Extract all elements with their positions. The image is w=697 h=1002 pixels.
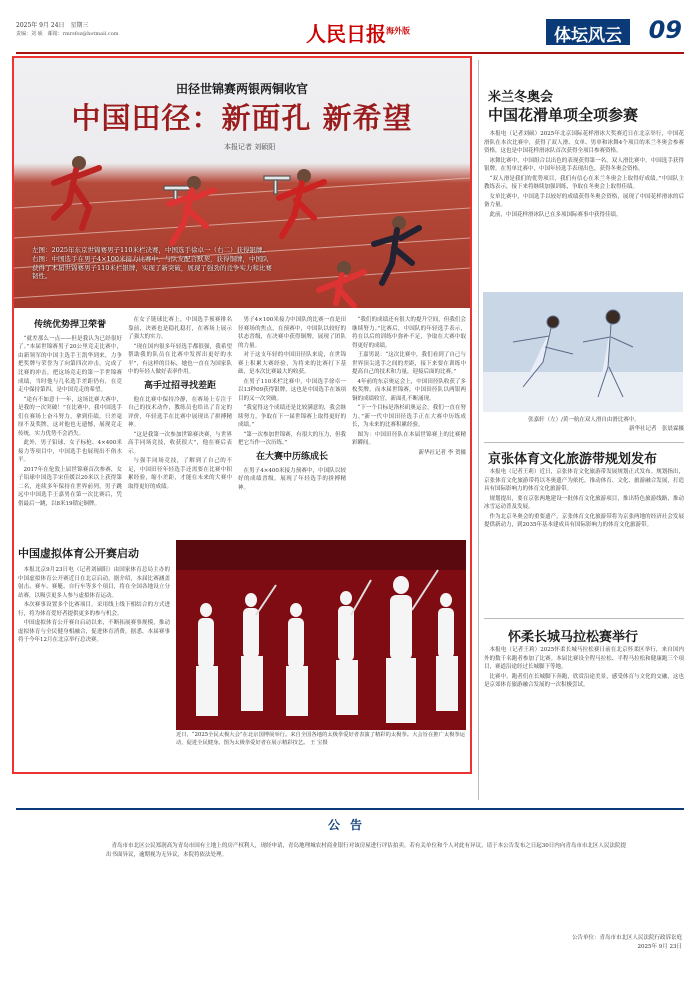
- side3-headline: 怀柔长城马拉松赛举行: [508, 630, 639, 645]
- story-column-3: [238, 316, 346, 540]
- paragraph: 本报电（记者刘硕）2025年北京国际花样滑冰大奖赛近日在北京举行，中国花滑队在本次比赛中，获得了双人滑、女单、男单和冰舞4个项目的米兰冬奥会参赛资格，这也是中国花样滑冰队首次获得全项目参赛资格。: [484, 131, 684, 155]
- paragraph: 本报北京9月23日电（记者刘硕阳）由国家体育总局主办的中国虚拟体育公开赛近日在北京启动。据介绍，本届比赛涵盖射击、赛车、赛艇、自行车等多个项目，将在全国各地设立分站赛，以吸引更多人参与虚拟体育运动。: [18, 567, 170, 599]
- story-kicker: 田径世锦赛两银两铜收官: [175, 82, 308, 96]
- story-column-1: [18, 316, 122, 540]
- side1-headline: 中国花滑单项全项参赛: [488, 106, 639, 124]
- notice-date: 2025年 9月 23日: [637, 943, 682, 950]
- paragraph: 在男子110米栏比赛中，中国选手徐卓一以13秒09获得银牌，这也是中国选手在该项目的又一次突破。: [238, 378, 346, 402]
- newspaper-logo: 人民日报$^{海外版}$: [306, 22, 410, 46]
- figure-skating-photo: [483, 292, 683, 412]
- paragraph: 他在比赛中保持冷静，在赛场上专注于自己的技术动作，教练员也给出了肯定的评价，年轻选手在比赛中展现出了拼搏精神。: [128, 396, 232, 429]
- paragraph: 与强手同场竞技，了解到了自己的不足，中国田径年轻选手还需要在比赛中积累经验，缩小差距，才能在未来的大赛中取得更好的成绩。: [128, 458, 232, 490]
- paragraph: 女单比赛中，中国选手以较好的成绩获得冬奥会资格，展现了中国花样滑冰的后备力量。: [484, 193, 684, 209]
- side2-headline: 京张体育文化旅游带规划发布: [488, 452, 658, 467]
- story-column-4: [352, 316, 466, 540]
- divider: [484, 442, 684, 443]
- notice-body: 青岛市市北区公民郑润高为青岛市国有土地上的房产权利人，现经申请，青岛地理城农村商业银行对该房屋进行评估拍卖。若有关单位和个人对此有异议，请于本公告发布之日起30日内向青岛市市北区人民法院提出书面异议，逾期视为无异议，本院将依法处理。: [106, 843, 626, 858]
- divider: [484, 618, 684, 619]
- paragraph: 本报电（记者王莉）近日，京张体育文化旅游带发展规划正式发布。规划指出，京张体育文化旅游带将以冬奥遗产为依托，推动体育、文化、旅游融合发展，打造具有国际影响力的体育文化旅游带。: [484, 469, 684, 493]
- paragraph: 此前，中国花样滑冰队已在多项国际赛事中获得佳绩。: [489, 211, 622, 218]
- paragraph: 作为北京冬奥会的重要遗产，京张体育文化旅游带将为京张两地的经济社会发展提供新动力，到2035年基本建成具有国际影响力的体育文化旅游带。: [484, 513, 684, 529]
- photo-credit: 王 宝摄: [310, 739, 328, 746]
- paragraph: 中国虚拟体育公开赛自启动以来，不断拓展赛事规模，推动虚拟体育与全民健身相融合，促进体育消费。据悉，本届赛事将于今年12月在北京举行总决赛。: [18, 620, 170, 644]
- paragraph: 本次赛事设置多个比赛项目，采用线上线下相结合的方式进行，将为体育爱好者提供更多的参与机会。: [18, 602, 170, 617]
- second-story-body: [18, 566, 170, 731]
- photo-credit: 新华社记者 李 贺摄: [418, 449, 466, 456]
- paragraph: “途有不如意十一年，这场比赛大赛中，是我的一次突破！”在比赛中，我中国选手们在赛场上奋斗努力，拿到佳绩。只差毫厘不及奖牌，这对他也无遗憾，展现竞走传统，实力优势不会消失。: [18, 396, 122, 437]
- side1-photo-caption: 张嘉轩（左）/黄一航在双人滑自由滑比赛中。 新华社记者 张晨霖摄: [484, 416, 684, 436]
- paragraph: “这是我第一次参加世锦赛决赛，与世界高手同场竞技，收获很大”，他在赛后表示。: [128, 431, 232, 455]
- masthead: [16, 16, 684, 54]
- second-story-headline: 中国虚拟体育公开赛启动: [18, 547, 139, 560]
- paragraph: “就差那么一点——但是我认为已经很好了。”本届世锦赛男子20公里竞走比赛中，由新领军的中国主选手王凯华到来，力争把奖牌与荣誉为了向第四次冲击，完成了比赛的冲击，把这场竞走的第一手世锦赛成绩，当时他与几名选手差距仍有，在竞走中保持第四，是中国竞走的希望。: [18, 335, 122, 394]
- section-heading-2: 高手过招寻找差距: [143, 380, 216, 391]
- paragraph: “我觉得这个成绩还是比较满意的，我会继续努力，争取在下一届世锦赛上取得更好的成绩。”: [238, 405, 346, 429]
- side1-body: [484, 130, 684, 290]
- public-notice: [16, 808, 684, 993]
- issue-date: 2025年 9月 24日 星期三: [16, 22, 89, 29]
- paragraph: 此外，男子铅球、女子标枪、4×400米接力等项目中，中国选手也展现出不俗水平。: [18, 440, 122, 464]
- taichi-photo: [176, 540, 466, 730]
- paragraph: 在女子链球比赛上，中国选手预赛排名靠前，决赛也是稳扎稳打，在赛场上展示了强大的实力。: [128, 317, 232, 341]
- paragraph: 本报电（记者王莉）2025怀柔长城马拉松赛日前在北京怀柔区举行，来自国内外的数千名跑者参加了比赛。本届比赛设全程马拉松、半程马拉松和健康跑三个项目，赛道沿途经过长城脚下等地。: [484, 647, 684, 671]
- paragraph: “现在国内很多年轻选手都很强，我希望帮助我的队员在比赛中发挥出更好的水平”，有这样的目标，她也一直在为国家队中的年轻人做好表率作用。: [128, 343, 232, 376]
- paragraph: 男子4×100米接力中国队的比赛一直是田径赛场的焦点，在预赛中，中国队以较好的状态晋级，在决赛中获得铜牌，展现了团队的力量。: [238, 317, 346, 349]
- paragraph: 对于这支年轻的中国田径队来说，在世锦赛上积累大赛经验，为将来的比赛打下基础，是本次比赛最大的收获。: [238, 352, 346, 376]
- side3-body: [484, 646, 684, 796]
- taichi-caption: 近日，“2025全民太极大会”在北京国博展举行。来自全国各地的太极拳爱好者表演了精彩的太极拳。大会旨在推广太极拳运动，促进全民健身。图为太极拳爱好者在展示精彩技艺。 王 宝摄: [176, 732, 466, 746]
- paragraph: 比赛中，跑者们在长城脚下奔跑，欣赏沿途美景，感受体育与文化的交融，这也是京郊体育旅游融合发展的一次积极尝试。: [484, 673, 684, 689]
- photo-credit: 新华社记者 张晨霖摄: [628, 425, 684, 432]
- paragraph: 冰舞比赛中，中国组合以出色的表现获得第一名。双人滑比赛中，中国选手获得银牌。在男单比赛中，中国年轻选手表现出色，获得冬奥会资格。: [484, 157, 684, 173]
- side1-kicker: 米兰冬奥会: [488, 90, 554, 105]
- story-column-2: [128, 316, 232, 540]
- notice-title: 公告: [327, 818, 372, 832]
- page-number: 09: [648, 16, 682, 44]
- paragraph: “双人滑是我们的优势项目，我们有信心在米兰冬奥会上取得好成绩。”中国队主教练表示，接下来将继续加强训练，争取在冬奥会上取得佳绩。: [484, 175, 684, 191]
- section-label: 体坛风云: [546, 19, 630, 45]
- paragraph: 2017年在伦敦上届世锦赛首次参赛，女子铅球中国选手宋佳媛以20米以上获得第二名，连续多年保持在世界前列，男子跳远中中国选手王嘉男在第一次比赛后，凭借最后一跳，以8米19锁定铜牌。: [18, 466, 122, 507]
- editor-line: 责编：刘 硕 邮箱：rmrsfoz@hotmail.com: [16, 31, 119, 37]
- paragraph: 图为：中国田径队在本届世锦赛上的比赛精彩瞬间。: [352, 431, 466, 447]
- paragraph: 在男子4×400米接力预赛中，中国队以较好的成绩晋级，展现了年轻选手的拼搏精神。: [238, 467, 346, 491]
- hero-photo: [14, 58, 470, 308]
- column-divider: [478, 60, 479, 800]
- section-heading-1: 传统优势捍卫荣誉: [33, 320, 106, 330]
- paragraph: “第一次参加世锦赛，有很大的压力，但我把它当作一次历练。”: [238, 431, 346, 447]
- paragraph: 4年前的东京奥运会上，中国田径队收获了多枚奖牌，而本届世锦赛，中国田径队以两银两铜的成绩收官，新面孔不断涌现。: [352, 378, 466, 402]
- section-heading-3: 在大赛中历练成长: [255, 451, 328, 462]
- story-byline: 本报记者 刘硕阳: [224, 143, 276, 151]
- paragraph: 王嘉男说：“这次比赛中，我们看到了自己与世界顶尖选手之间的差距，接下来要在训练中提高自己的技术和力量，迎接后面的比赛。”: [352, 352, 466, 376]
- paragraph: “我们的成绩还有很大的提升空间，但我们会继续努力。”比赛后，中国队的年轻选手表示，将在以后的训练中弥补不足，争取在大赛中取得更好的成绩。: [352, 317, 466, 349]
- story-headline: 中国田径：新面孔 新希望: [71, 101, 413, 135]
- side2-body: [484, 468, 684, 598]
- paragraph: “下一个目标是洛杉矶奥运会，我们一直在努力。”新一代中国田径选手正在大赛中历练成长，为未来的比赛积累经验。: [352, 405, 466, 429]
- paragraph: 规划提出，要在京张两地建设一批体育文化旅游项目，推出特色旅游线路，推动冰雪运动普及发展。: [484, 495, 684, 511]
- notice-signature: 公告单位：青岛市市北区人民法院行政诉讼庭 2025年 9月 23日: [416, 934, 682, 964]
- hero-caption: 左图：2025年东京世锦赛男子110米栏决赛，中国选手徐卓一（右二）获得银牌。右图：中国选手在男子4×100米接力比赛中，与队友配合默契，获得铜牌，中国队获得了本届世锦赛男子110米栏银牌，实现了新突破，展现了强劲的竞争实力和比赛韧性。: [32, 246, 272, 281]
